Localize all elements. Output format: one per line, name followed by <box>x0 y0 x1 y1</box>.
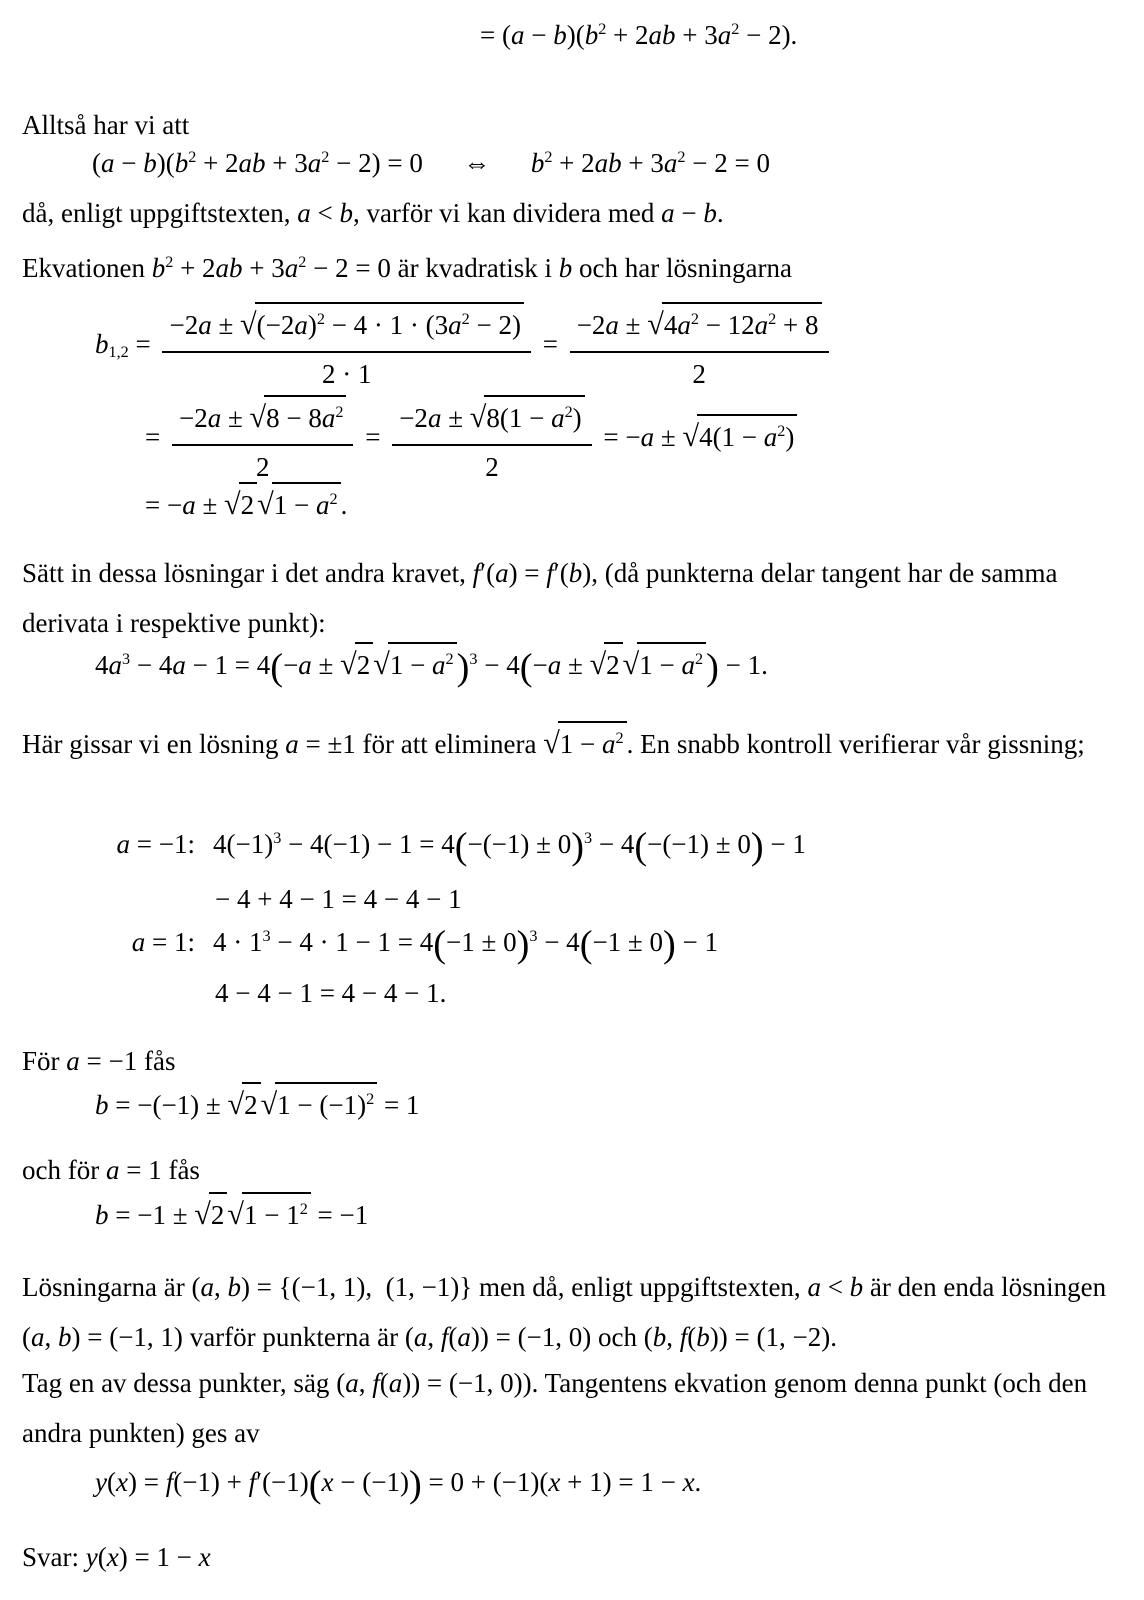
equation-equivalence <box>92 146 770 181</box>
inline-math: (b, f(b)) = (1, −2) <box>643 1322 831 1352</box>
square-root: √2 <box>224 490 257 520</box>
inline-math: $(a - b)(b^2 + 2ab + 3a^2 - 2) = 0$ ⇔ $b^2 + 2ab + 3a^2 - 2 = 0$ <box>92 147 770 178</box>
paragraph-solutions-summary: Lösningarna är (a, b) = {(−1, 1), (1, −1)} men då, enligt uppgiftstexten, a < b är den enda lösningen (a, b) = (−1, 1) varför punkterna är (a, f(a)) = (−1, 0) och (b, f(b)) = (1, −2). <box>22 1272 1107 1352</box>
paragraph-for-a-1: och för a = 1 fås <box>22 1155 200 1185</box>
derivation-line-2 <box>145 395 797 485</box>
inline-math: (a, b) = (−1, 1) <box>22 1322 183 1352</box>
derivation-line-1 <box>95 302 834 392</box>
big-paren-close: ) <box>516 923 530 965</box>
big-paren-open: ( <box>519 646 533 689</box>
big-paren-close: ) <box>456 646 470 689</box>
inline-math: = $(a - b)(b^2 + 2ab + 3a^2 - 2)$. <box>480 19 798 50</box>
big-paren-open: ( <box>433 923 447 965</box>
radical-sign: √ <box>647 307 664 341</box>
big-paren-open: ( <box>579 923 593 965</box>
radical-sign: √ <box>373 647 390 681</box>
inline-math: $b_{1,2}$ = $\frac{-2a \pm √(-2a)^2 - 4 \cdot 1 \cdot (3a^2 - 2)}{2 \cdot 1}$ = $\frac{-2a \pm √4a^2 - 12a^2 + 8}{2}$ <box>95 329 834 359</box>
paragraph-divide-note: då, enligt uppgiftstexten, a < b, varför vi kan dividera med a − b. <box>22 198 724 228</box>
big-paren-close: ) <box>408 1463 422 1505</box>
inline-math: − 4 + 4 − 1 = 4 − 4 − 1 <box>215 884 462 914</box>
radical-sign: √ <box>682 419 700 454</box>
inline-math: a = ±1 <box>285 729 356 759</box>
inline-math: $4a^3 - 4a - 1 = 4(-a \pm √2√1 - a^2)^3 - 4(-a \pm √2√1 - a^2) - 1$. <box>95 650 768 680</box>
inline-math: (a, b) = {(−1, 1), (1, −1)} <box>191 1272 473 1302</box>
inline-math: f′(a) = f′(b) <box>472 558 592 588</box>
inline-math: $b = -(-1) \pm √2√1 - (-1)^2 = 1$ <box>95 1090 419 1120</box>
radical-sign: √ <box>340 647 357 681</box>
radical-sign: √ <box>589 647 607 681</box>
radical-sign: √ <box>257 487 274 521</box>
radical-sign: √ <box>260 1087 278 1121</box>
equation-b-for-a-neg1 <box>95 1082 419 1126</box>
big-paren-close: ) <box>750 825 764 867</box>
fraction: $\frac{-2a \pm √8(1 - a^2)}{2}$ <box>392 395 591 485</box>
case-a-1-expression <box>213 923 718 965</box>
equation-cubic <box>95 642 768 693</box>
inline-math: b <box>558 253 573 283</box>
inline-math: y(x) = f(−1) + f′(−1)(x − (−1)) = 0 + (−1)(x + 1) = 1 − x. <box>95 1463 702 1505</box>
equation-carryover <box>480 18 797 53</box>
square-root: $√(-2a)^2 - 4 \cdot 1 \cdot (3a^2 - 2)$ <box>240 310 524 340</box>
radical-sign: √ <box>194 1197 211 1231</box>
square-root: $√4(1 - a^2)$ <box>682 422 797 452</box>
inline-math <box>543 726 626 760</box>
answer-line: Svar: y(x) = 1 − x <box>22 1542 211 1572</box>
big-paren-open: ( <box>308 1463 322 1505</box>
paragraph-tangent-intro: Tag en av dessa punkter, säg (a, f(a)) = (−1, 0)). Tangentens ekvation genom denna punkt (och den andra punkten) ges av <box>22 1368 1088 1448</box>
big-paren-open: ( <box>454 825 468 867</box>
radical-sign: √ <box>240 307 257 341</box>
big-paren-open: ( <box>270 646 284 689</box>
inline-math: a < b <box>297 198 353 228</box>
square-root: $√1 - (-1)^2$ <box>261 1090 378 1120</box>
fraction: $\frac{-2a \pm √(-2a)^2 - 4 \cdot 1 \cdot (3a^2 - 2)}{2 \cdot 1}$ <box>162 302 530 392</box>
radical-sign: √ <box>227 1087 245 1121</box>
big-paren-open: ( <box>634 825 648 867</box>
inline-math: $4(-1)^3 - 4(-1) - 1 = 4(-(-1) \pm 0)^3 - 4(-(-1) \pm 0) - 1$ <box>213 825 806 867</box>
square-root: √2 <box>340 650 373 680</box>
inline-math: a − b <box>661 198 717 228</box>
square-root: √2 <box>590 650 623 680</box>
square-root: √2 <box>227 1090 260 1120</box>
equation-tangent <box>95 1460 701 1510</box>
radical-sign: √ <box>249 400 267 434</box>
inline-math: a = 1 <box>105 1155 162 1185</box>
case-a-1-label <box>95 924 195 962</box>
radical-sign: √ <box>227 1197 244 1231</box>
square-root: $√8 - 8a^2$ <box>250 403 347 433</box>
inline-math: = $\frac{-2a \pm √8 - 8a^2}{2}$ = $\frac{-2a \pm √8(1 - a^2)}{2}$ = $-a \pm √4(1 - a^2)$ <box>145 422 797 452</box>
inline-math: a = −1 <box>66 1046 138 1076</box>
radical-sign: √ <box>469 400 487 434</box>
inline-math: $b = -1 \pm √2√1 - 1^2 = -1$ <box>95 1200 368 1230</box>
inline-math: (a, f(a)) = (−1, 0) <box>404 1322 592 1352</box>
case-a-neg1-row <box>95 820 806 874</box>
square-root: $√1 - a^2$ <box>623 650 706 680</box>
inline-math: $4 \cdot 1^3 - 4 \cdot 1 - 1 = 4(-1 \pm 0)^3 - 4(-1 \pm 0) - 1$ <box>213 923 718 965</box>
case-a-1-result <box>215 976 446 1011</box>
case-a-neg1-result <box>215 882 462 917</box>
square-root: $√4a^2 - 12a^2 + 8$ <box>647 310 821 340</box>
case-a-neg1-label <box>95 826 195 864</box>
square-root: $√8(1 - a^2)$ <box>470 403 585 433</box>
case-a-neg1-expression <box>213 825 806 867</box>
inline-math: a < b <box>807 1272 864 1302</box>
inline-math: y(x) = 1 − x <box>85 1542 211 1572</box>
radical-sign: √ <box>622 647 640 681</box>
case-a-1-row <box>95 918 718 972</box>
paragraph-for-a-neg1: För a = −1 fås <box>22 1046 176 1076</box>
inline-math: 4 − 4 − 1 = 4 − 4 − 1. <box>215 978 447 1008</box>
radical-sign: √ <box>543 726 560 760</box>
big-paren-close: ) <box>663 923 676 965</box>
radical-sign: √ <box>224 487 241 521</box>
paragraph-guess: Här gissar vi en lösning a = ±1 för att eliminera $√1 - a^2$ . En snabb kontroll verifierar vår gissning; <box>22 718 1122 769</box>
inline-math: a = 1: <box>131 926 195 957</box>
paragraph-substitute: Sätt in dessa lösningar i det andra kravet, f′(a) = f′(b), (då punkterna delar tangent har de samma derivata i respektive punkt): <box>22 558 1058 638</box>
derivation-line-3 <box>145 482 347 526</box>
inline-math: $b^2 + 2ab + 3a^2 - 2 = 0$ <box>151 252 391 283</box>
inline-math: a = −1: <box>116 828 195 859</box>
inline-math: = $-a \pm √2√1 - a^2$ . <box>145 490 347 520</box>
square-root: $√1 - a^2$ <box>543 729 626 759</box>
fraction: $\frac{-2a \pm √8 - 8a^2}{2}$ <box>172 395 353 485</box>
square-root: √2 <box>194 1200 227 1230</box>
paragraph-alltsa: Alltså har vi att <box>22 110 190 140</box>
square-root: $√1 - a^2$ <box>373 650 456 680</box>
paragraph-quadratic-intro: Ekvationen $b^2 + 2ab + 3a^2 - 2 = 0$ är kvadratisk i b och har lösningarna <box>22 252 792 283</box>
big-paren-close: ) <box>706 646 719 689</box>
fraction: $\frac{-2a \pm √4a^2 - 12a^2 + 8}{2}$ <box>570 302 829 392</box>
square-root: $√1 - 1^2$ <box>227 1200 310 1230</box>
inline-math: (a, f(a)) = (−1, 0)) <box>336 1368 532 1398</box>
big-paren-close: ) <box>571 825 584 867</box>
equation-b-for-a-1 <box>95 1192 368 1236</box>
square-root: $√1 - a^2$ <box>257 490 340 520</box>
